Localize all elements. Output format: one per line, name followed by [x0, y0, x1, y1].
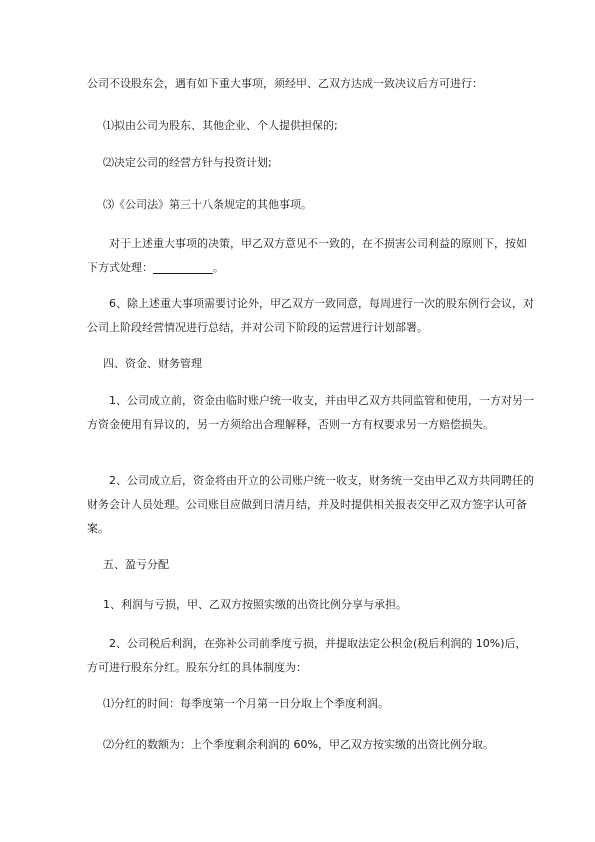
dispute-end: 。 — [213, 261, 224, 274]
list-item-guarantee: ⑴拟由公司为股东、其他企业、个人提供担保的; — [103, 119, 338, 132]
paragraph-finance-after: 2、公司成立后，资金将由开立的公司账户统一收支，财务统一交由甲乙双方共同聘任的财务会计人员处理。公司账目应做到日清月结，并及时提供相关报表交甲乙双方签字认可备案。 — [87, 474, 534, 535]
dispute-text: 对于上述重大事项的决策，甲乙双方意见不一致的，在不损害公司利益的原则下，按如下方式处理： — [87, 237, 527, 274]
list-item-dividend-amount: ⑵分红的数额为：上个季度剩余利润的 60%，甲乙双方按实缴的出资比例分取。 — [103, 738, 494, 751]
fill-in-blank[interactable] — [153, 261, 213, 274]
section-heading-profit: 五、盈亏分配 — [103, 558, 169, 571]
list-item-company-law: ⑶《公司法》第三十八条规定的其他事项。 — [103, 198, 312, 211]
paragraph-shareholder-meeting: 公司不设股东会，遇有如下重大事项，须经甲、乙双方达成一致决议后方可进行： — [87, 77, 483, 90]
paragraph-profit-loss: 1、利润与亏损，甲、乙双方按照实缴的出资比例分享与承担。 — [103, 598, 407, 611]
list-item-dividend-time: ⑴分红的时间：每季度第一个月第一日分取上个季度利润。 — [103, 697, 389, 710]
section-heading-finance: 四、资金、财务管理 — [103, 357, 202, 370]
list-item-business-policy: ⑵决定公司的经营方针与投资计划; — [103, 156, 272, 169]
paragraph-dispute-resolution — [87, 232, 537, 280]
paragraph-after-tax-profit: 2、公司税后利润，在弥补公司前季度亏损，并提取法定公积金(税后利润的 10%)后，方可进行股东分红。股东分红的具体制度为： — [87, 637, 527, 674]
paragraph-finance-before: 1、公司成立前，资金由临时账户统一收支，并由甲乙双方共同监管和使用，一方对另一方资金使用有异议的，另一方须给出合理解释，否则一方有权要求另一方赔偿损失。 — [87, 394, 534, 431]
paragraph-weekly-meeting: 6、除上述重大事项需要讨论外，甲乙双方一致同意，每周进行一次的股东例行会议，对公司上阶段经营情况进行总结，并对公司下阶段的运营进行计划部署。 — [87, 297, 534, 334]
